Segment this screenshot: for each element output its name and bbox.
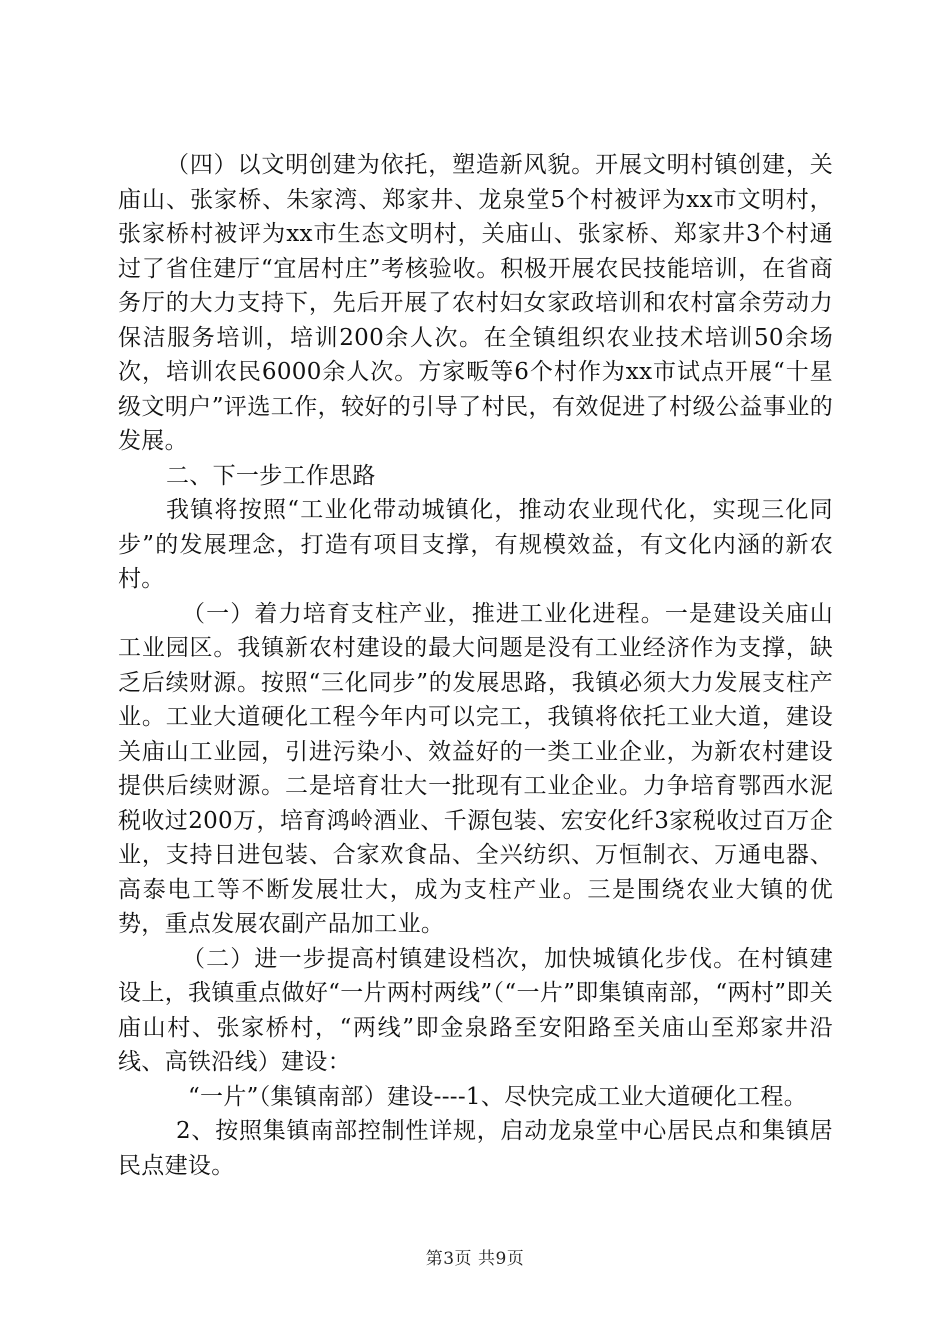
paragraph-south-area: “一片”（集镇南部）建设----1、尽快完成工业大道硬化工程。 [188, 1083, 808, 1110]
section-heading-next-steps: 二、下一步工作思路 [166, 462, 376, 489]
paragraph-town-construction: （二）进一步提高村镇建设档次，加快城镇化步伐。在村镇建设上，我镇重点做好“一片两村两线”（“一片”即集镇南部，“两村”即关庙山村、张家桥村，“两线”即金泉路至安阳路至关庙山至郑家井沿线、高铁沿线）建设： [118, 945, 833, 1075]
paragraph-civilization: （四）以文明创建为依托，塑造新风貌。开展文明村镇创建，关庙山、张家桥、朱家湾、郑家井、龙泉堂5个村被评为xx市文明村，张家桥村被评为xx市生态文明村，关庙山、张家桥、郑家井3个村通过了省住建厅“宜居村庄”考核验收。积极开展农民技能培训，在省商务厅的大力支持下，先后开展了农村妇女家政培训和农村富余劳动力保洁服务培训，培训200余人次。在全镇组织农业技术培训50余场次，培训农民6000余人次。方家畈等6个村作为xx市试点开展“十星级文明户”评选工作，较好的引导了村民，有效促进了村级公益事业的发展。 [118, 152, 833, 454]
document-body [118, 148, 833, 1183]
page-number-footer: 第3页 共9页 [425, 1249, 525, 1269]
paragraph-intro-plan: 我镇将按照“工业化带动城镇化，推动农业现代化，实现三化同步”的发展理念，打造有项目支撑，有规模效益，有文化内涵的新农村。 [118, 497, 833, 592]
paragraph-residential-points: 2、按照集镇南部控制性详规，启动龙泉堂中心居民点和集镇居民点建设。 [118, 1118, 833, 1179]
paragraph-pillar-industry: （一）着力培育支柱产业，推进工业化进程。一是建设关庙山工业园区。我镇新农村建设的最大问题是没有工业经济作为支撑，缺乏后续财源。按照“三化同步”的发展思路，我镇必须大力发展支柱产业。工业大道硬化工程今年内可以完工，我镇将依托工业大道，建设关庙山工业园，引进污染小、效益好的一类工业企业，为新农村建设提供后续财源。二是培育壮大一批现有工业企业。力争培育鄂西水泥税收过200万，培育鸿岭酒业、千源包装、宏安化纤3家税收过百万企业，支持日进包装、合家欢食品、全兴纺织、万恒制衣、万通电器、高泰电工等不断发展壮大，成为支柱产业。三是围绕农业大镇的优势，重点发展农副产品加工业。 [118, 600, 833, 937]
